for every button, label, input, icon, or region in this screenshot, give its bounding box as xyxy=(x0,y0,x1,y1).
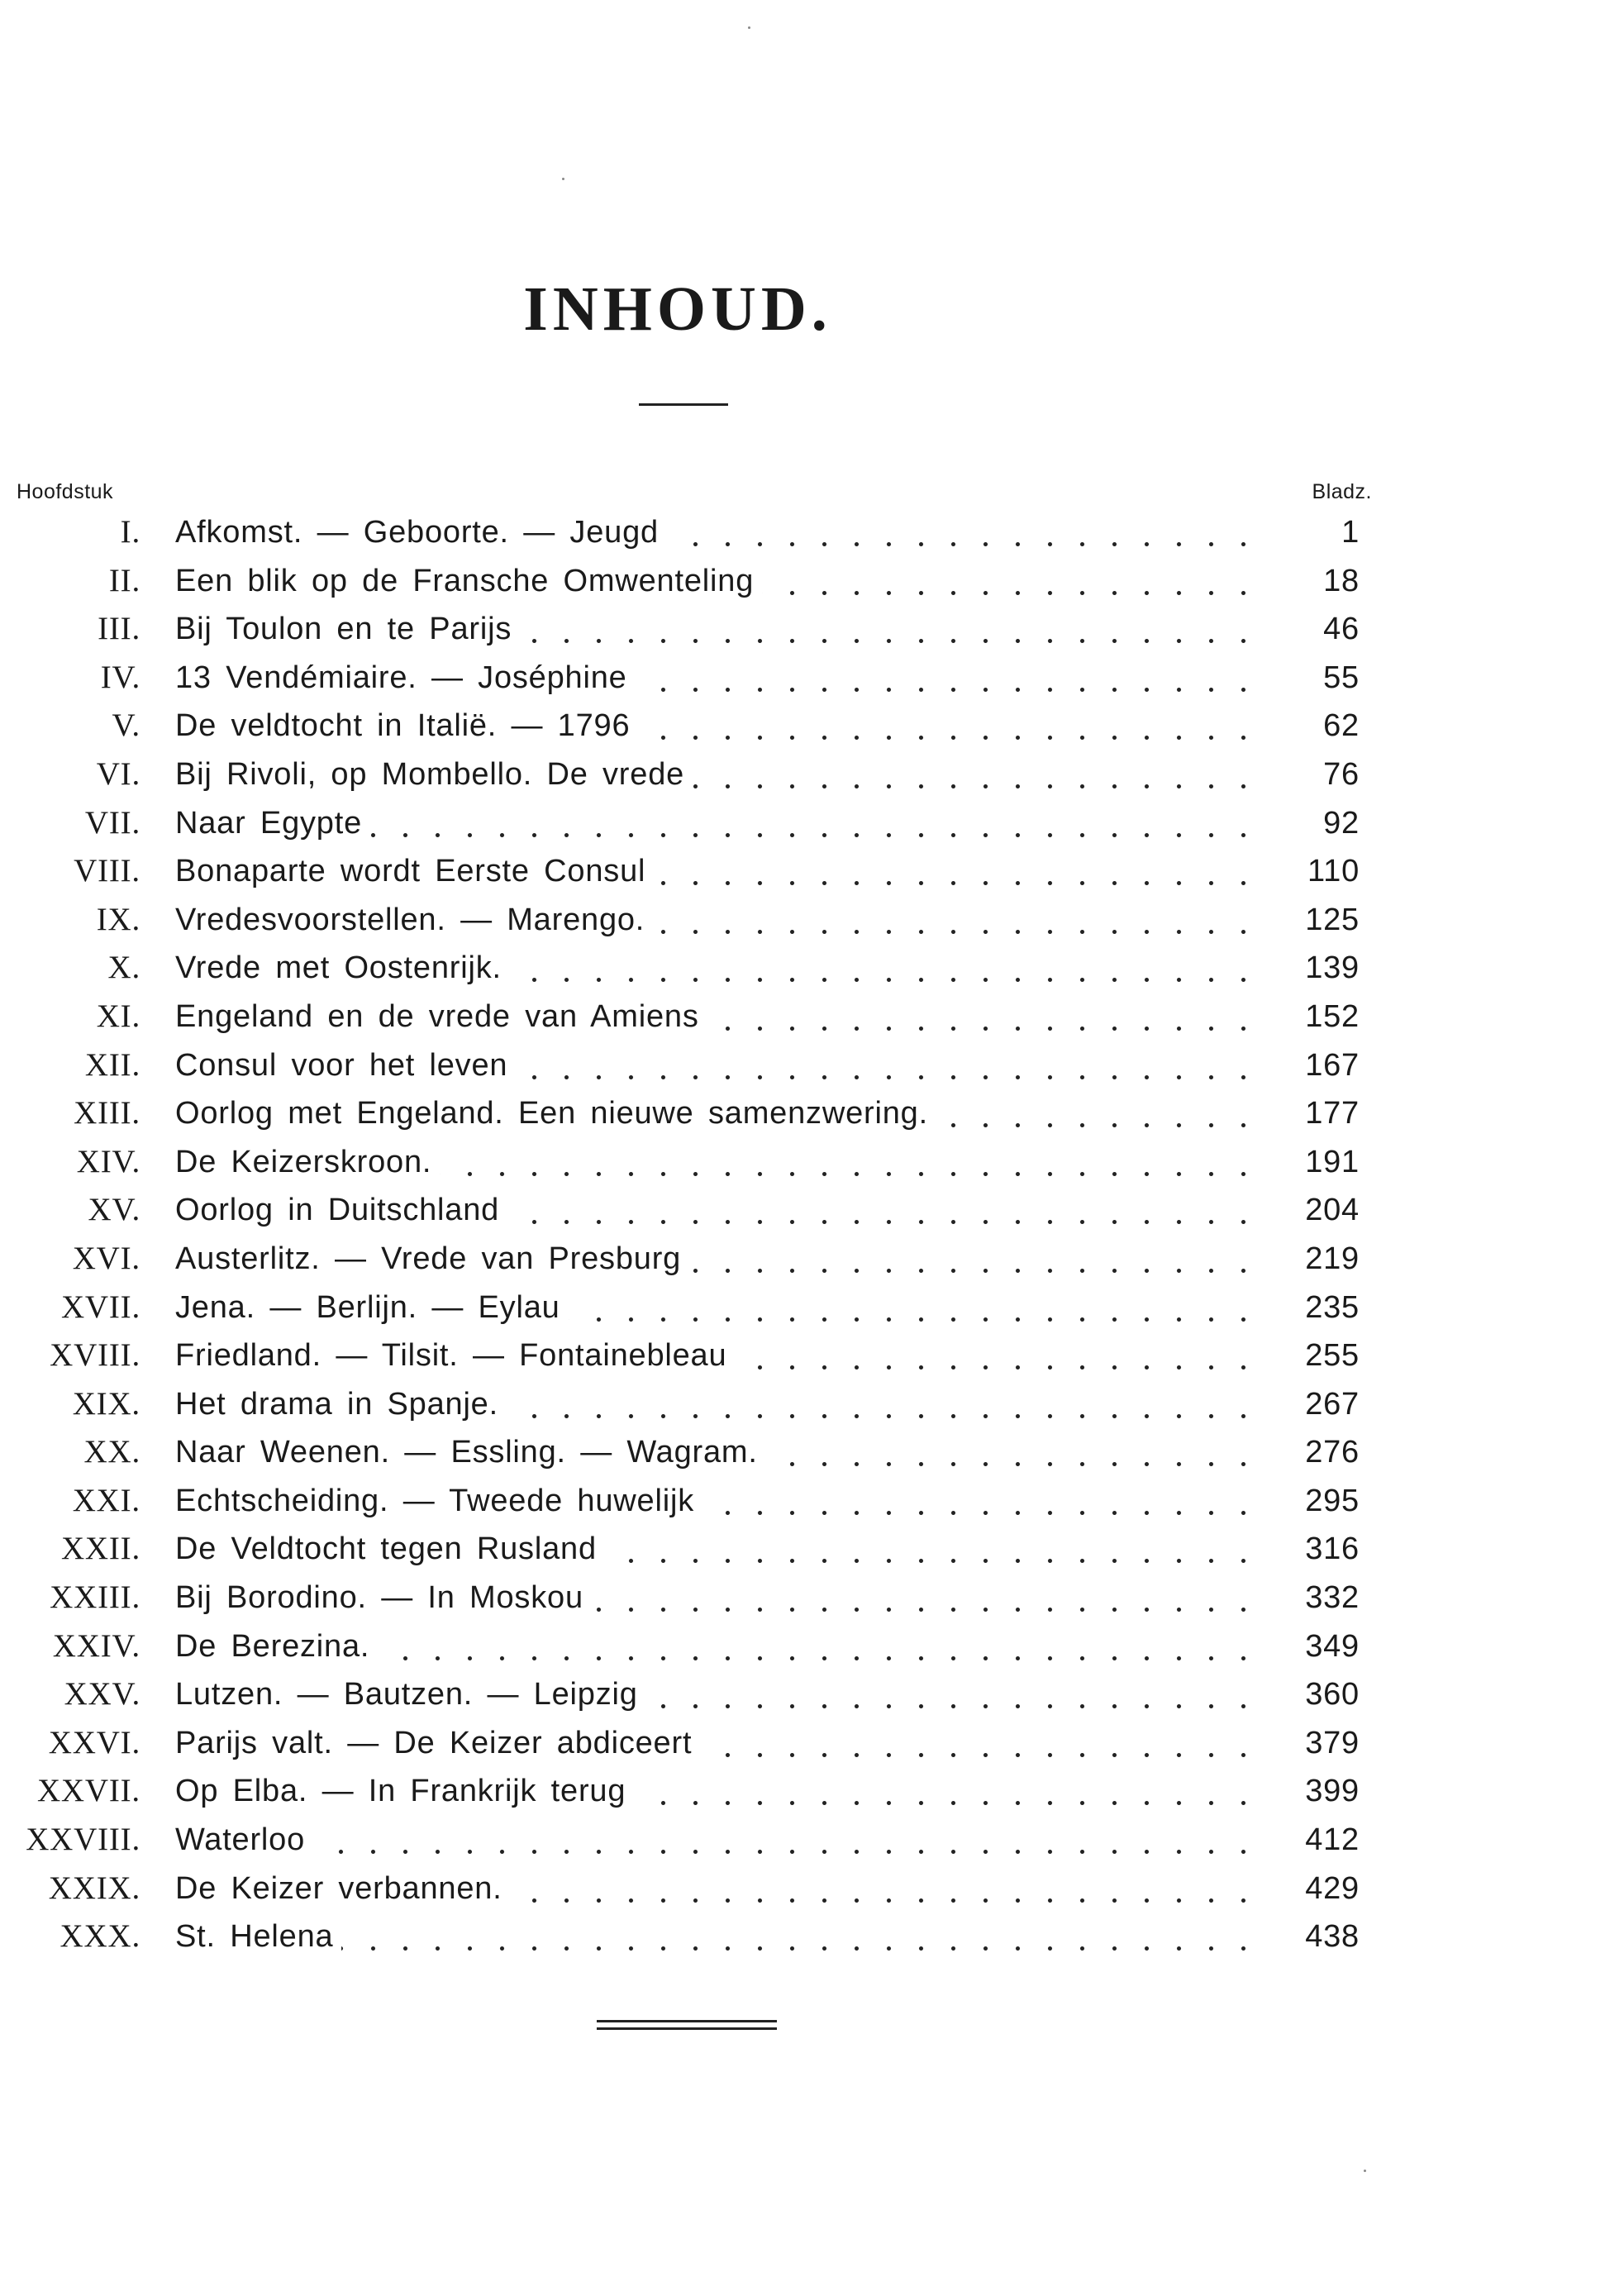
chapter-title-with-leader xyxy=(175,654,1260,703)
table-of-contents xyxy=(0,508,1624,1961)
chapter-title: Jena. — Berlijn. — Eylau xyxy=(175,1290,569,1325)
page-title: INHOUD. xyxy=(523,274,832,344)
chapter-number: XVI. xyxy=(72,1240,140,1276)
chapter-title-with-leader xyxy=(175,1380,1260,1429)
chapter-title-with-leader xyxy=(175,799,1260,848)
toc-entry xyxy=(0,654,1624,703)
chapter-title-with-leader xyxy=(175,1089,1260,1138)
toc-entry xyxy=(0,944,1624,993)
chapter-title: Afkomst. — Geboorte. — Jeugd xyxy=(175,515,667,550)
page-number: 191 xyxy=(1305,1144,1360,1179)
page-number: 255 xyxy=(1305,1338,1360,1374)
page-number: 92 xyxy=(1323,805,1360,841)
chapter-number: XIV. xyxy=(76,1143,140,1179)
chapter-number: XXIV. xyxy=(52,1627,140,1664)
toc-entry xyxy=(0,1670,1624,1719)
toc-entry xyxy=(0,605,1624,654)
chapter-title-with-leader xyxy=(175,1186,1260,1235)
toc-entry xyxy=(0,1186,1624,1235)
page-number: 267 xyxy=(1305,1386,1360,1422)
page-number: 235 xyxy=(1305,1289,1360,1325)
chapter-number: XXVIII. xyxy=(26,1822,140,1858)
chapter-number: XXI. xyxy=(72,1482,140,1518)
chapter-title-with-leader xyxy=(175,1041,1260,1090)
page-number: 125 xyxy=(1305,902,1360,937)
chapter-title-with-leader xyxy=(175,1428,1260,1477)
toc-entry xyxy=(0,1284,1624,1332)
chapter-number: IX. xyxy=(96,901,140,937)
chapter-number: XII. xyxy=(84,1046,140,1083)
chapter-title: Een blik op de Fransche Omwenteling xyxy=(175,564,762,598)
chapter-title-with-leader xyxy=(175,1574,1260,1622)
toc-entry xyxy=(0,750,1624,799)
chapter-title: Austerlitz. — Vrede van Presburg xyxy=(175,1241,689,1276)
paper-speck xyxy=(748,26,750,29)
chapter-number: XV. xyxy=(88,1192,140,1228)
chapter-title: Parijs valt. — De Keizer abdiceert xyxy=(175,1726,700,1760)
chapter-title-with-leader xyxy=(175,1284,1260,1332)
chapter-title: Vrede met Oostenrijk. xyxy=(175,950,510,985)
chapter-title-with-leader xyxy=(175,993,1260,1041)
chapter-title-with-leader xyxy=(175,557,1260,606)
chapter-title-with-leader xyxy=(175,1477,1260,1526)
chapter-number: V. xyxy=(112,707,140,744)
page-number: 379 xyxy=(1305,1725,1360,1760)
page-number: 332 xyxy=(1305,1580,1360,1616)
page-column-header: Bladz. xyxy=(1312,480,1372,503)
chapter-title: Echtscheiding. — Tweede huwelijk xyxy=(175,1484,702,1518)
chapter-title: Consul voor het leven xyxy=(175,1048,516,1083)
chapter-number: VI. xyxy=(96,755,140,792)
page-number: 412 xyxy=(1305,1822,1360,1858)
chapter-number: XXII. xyxy=(60,1531,140,1567)
toc-entry xyxy=(0,1719,1624,1768)
chapter-title: Oorlog met Engeland. Een nieuwe samenzwering. xyxy=(175,1096,936,1131)
page-number: 76 xyxy=(1323,756,1360,792)
toc-entry xyxy=(0,1235,1624,1284)
page-number: 139 xyxy=(1305,950,1360,986)
toc-entry xyxy=(0,1041,1624,1090)
page-number: 438 xyxy=(1305,1919,1360,1955)
page-number: 177 xyxy=(1305,1096,1360,1131)
chapter-title: Oorlog in Duitschland xyxy=(175,1193,507,1227)
toc-entry xyxy=(0,1913,1624,1961)
page-number: 167 xyxy=(1305,1047,1360,1083)
page-number: 110 xyxy=(1307,854,1360,889)
chapter-title-with-leader xyxy=(175,750,1260,799)
chapter-title: Bonaparte wordt Eerste Consul xyxy=(175,854,654,888)
chapter-number: IV. xyxy=(100,659,140,695)
chapter-title-with-leader xyxy=(175,1816,1260,1865)
chapter-title-with-leader xyxy=(175,1670,1260,1719)
chapter-title-with-leader xyxy=(175,847,1260,896)
chapter-title: Engeland en de vrede van Amiens xyxy=(175,999,707,1034)
chapter-title-with-leader xyxy=(175,1138,1260,1187)
page-number: 276 xyxy=(1305,1435,1360,1470)
toc-entry xyxy=(0,847,1624,896)
chapter-title: 13 Vendémiaire. — Joséphine xyxy=(175,660,636,695)
chapter-title: Naar Weenen. — Essling. — Wagram. xyxy=(175,1435,766,1470)
chapter-number: XIX. xyxy=(72,1385,140,1422)
chapter-title: St. Helena xyxy=(175,1919,341,1954)
chapter-column-header: Hoofdstuk xyxy=(17,480,114,503)
page-number: 295 xyxy=(1305,1483,1360,1518)
chapter-title: Bij Toulon en te Parijs xyxy=(175,612,520,646)
toc-entry xyxy=(0,1525,1624,1574)
chapter-number: II. xyxy=(108,562,140,598)
page-number: 1 xyxy=(1341,515,1360,550)
chapter-number: XXX. xyxy=(60,1918,140,1955)
chapter-number: III. xyxy=(98,611,140,647)
toc-entry xyxy=(0,896,1624,945)
page-number: 219 xyxy=(1305,1241,1360,1276)
chapter-number: XI. xyxy=(96,998,140,1034)
chapter-title-with-leader xyxy=(175,1235,1260,1284)
chapter-number: XX. xyxy=(83,1434,140,1470)
page-number: 62 xyxy=(1323,708,1360,744)
chapter-title: Friedland. — Tilsit. — Fontainebleau xyxy=(175,1338,735,1373)
page-number: 360 xyxy=(1305,1677,1360,1713)
chapter-title-with-leader xyxy=(175,1913,1260,1961)
chapter-number: XXVI. xyxy=(48,1724,140,1760)
page-number: 152 xyxy=(1305,998,1360,1034)
toc-entry xyxy=(0,1089,1624,1138)
chapter-title: De Keizerskroon. xyxy=(175,1145,440,1179)
chapter-number: XVII. xyxy=(60,1289,140,1325)
title-divider xyxy=(639,403,728,406)
toc-entry xyxy=(0,799,1624,848)
toc-entry xyxy=(0,1622,1624,1671)
paper-speck xyxy=(562,178,564,180)
toc-entry xyxy=(0,508,1624,557)
toc-entry xyxy=(0,1574,1624,1622)
chapter-title: Bij Rivoli, op Mombello. De vrede xyxy=(175,757,693,792)
chapter-number: I. xyxy=(120,514,140,550)
chapter-title: De veldtocht in Italië. — 1796 xyxy=(175,708,638,743)
chapter-title: De Veldtocht tegen Rusland xyxy=(175,1531,605,1566)
chapter-title-with-leader xyxy=(175,702,1260,750)
toc-entry xyxy=(0,1477,1624,1526)
toc-entry xyxy=(0,1816,1624,1865)
chapter-title: Lutzen. — Bautzen. — Leipzig xyxy=(175,1677,646,1712)
toc-entry xyxy=(0,557,1624,606)
chapter-title-with-leader xyxy=(175,1525,1260,1574)
chapter-number: XXIII. xyxy=(50,1579,140,1616)
page-number: 399 xyxy=(1305,1774,1360,1809)
chapter-number: XXVII. xyxy=(36,1773,140,1809)
chapter-number: XVIII. xyxy=(50,1337,140,1374)
chapter-title: De Keizer verbannen. xyxy=(175,1871,511,1906)
chapter-number: XIII. xyxy=(74,1095,140,1131)
page-number: 18 xyxy=(1323,563,1360,598)
toc-entry xyxy=(0,1331,1624,1380)
chapter-title-with-leader xyxy=(175,605,1260,654)
page-number: 204 xyxy=(1305,1193,1360,1228)
page-number: 349 xyxy=(1305,1628,1360,1664)
toc-entry xyxy=(0,993,1624,1041)
chapter-number: VIII. xyxy=(74,853,140,889)
chapter-title-with-leader xyxy=(175,896,1260,945)
chapter-title: De Berezina. xyxy=(175,1629,378,1664)
chapter-number: XXIX. xyxy=(48,1870,140,1906)
chapter-title: Het drama in Spanje. xyxy=(175,1387,507,1422)
page-number: 46 xyxy=(1323,612,1360,647)
chapter-title: Bij Borodino. — In Moskou xyxy=(175,1580,592,1615)
toc-entry xyxy=(0,702,1624,750)
chapter-number: X. xyxy=(107,950,140,986)
chapter-title-with-leader xyxy=(175,508,1260,557)
chapter-number: VII. xyxy=(84,804,140,841)
page-number: 316 xyxy=(1305,1531,1360,1567)
toc-entry xyxy=(0,1767,1624,1816)
chapter-title-with-leader xyxy=(175,1865,1260,1913)
toc-entry xyxy=(0,1380,1624,1429)
toc-entry xyxy=(0,1865,1624,1913)
chapter-title: Waterloo xyxy=(175,1822,313,1857)
chapter-title: Naar Egypte xyxy=(175,806,370,841)
toc-entry xyxy=(0,1428,1624,1477)
chapter-title: Vredesvoorstellen. — Marengo. xyxy=(175,903,653,937)
chapter-title-with-leader xyxy=(175,1719,1260,1768)
chapter-title-with-leader xyxy=(175,1767,1260,1816)
chapter-title-with-leader xyxy=(175,944,1260,993)
chapter-number: XXV. xyxy=(64,1676,140,1713)
closing-double-rule xyxy=(597,2020,777,2030)
chapter-title: Op Elba. — In Frankrijk terug xyxy=(175,1774,634,1808)
page-number: 55 xyxy=(1323,660,1360,695)
toc-entry xyxy=(0,1138,1624,1187)
page-number: 429 xyxy=(1305,1870,1360,1906)
paper-speck xyxy=(1364,2170,1366,2172)
chapter-title-with-leader xyxy=(175,1331,1260,1380)
chapter-title-with-leader xyxy=(175,1622,1260,1671)
